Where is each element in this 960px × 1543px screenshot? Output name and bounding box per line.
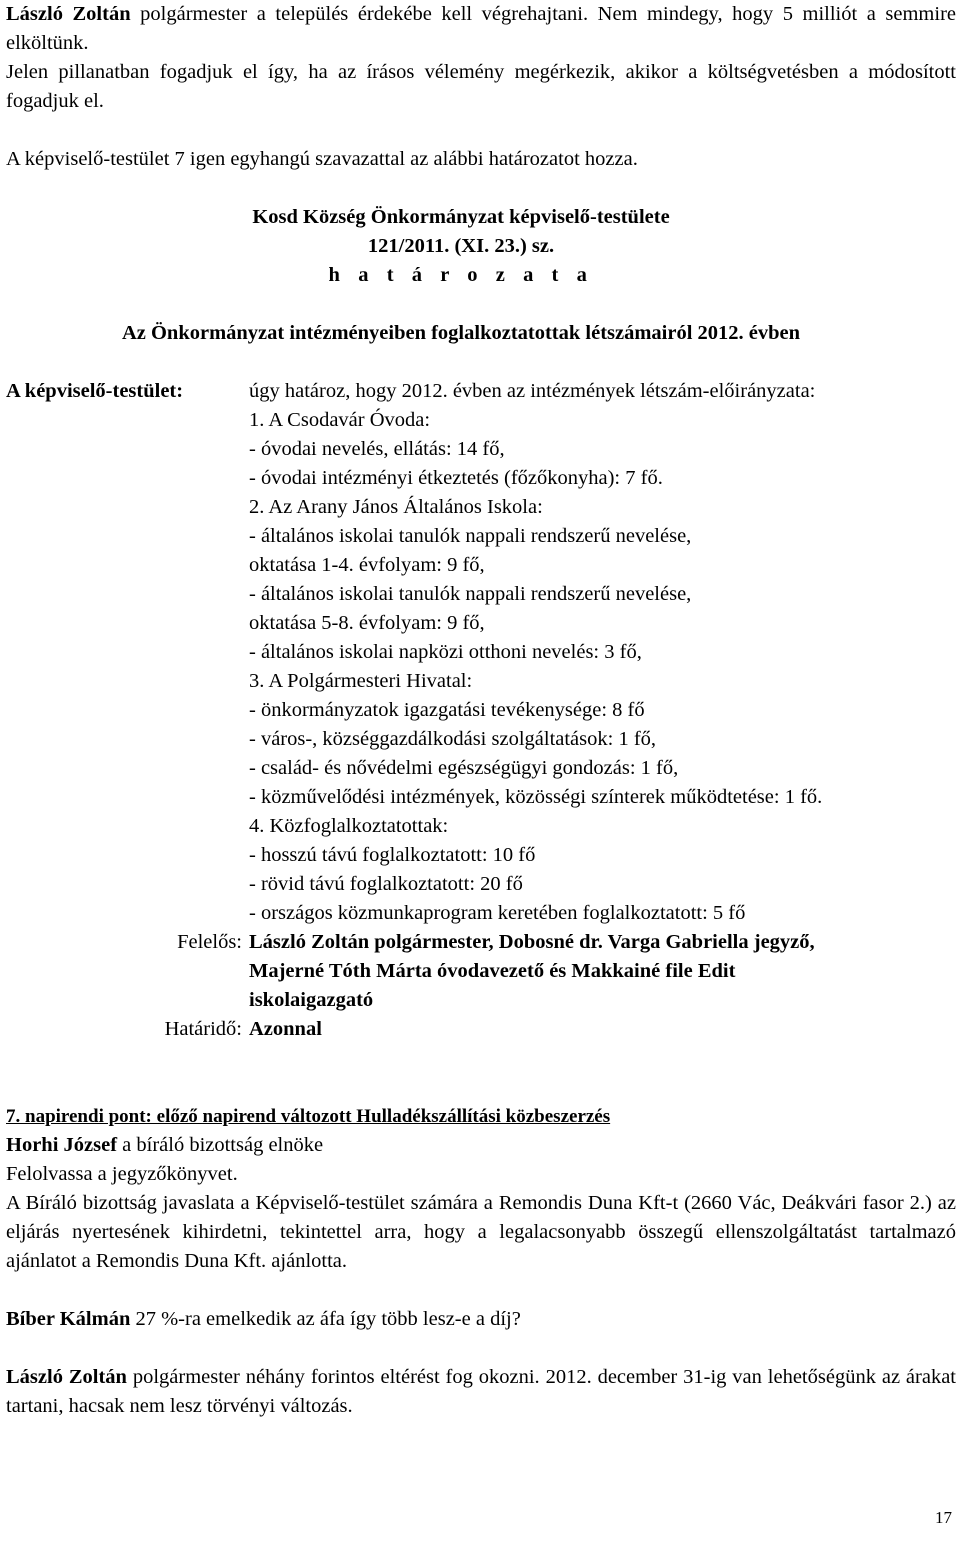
- speaker-name: László Zoltán: [6, 3, 131, 25]
- document-page: [6, 0, 956, 1421]
- deadline-value: Azonnal: [249, 1018, 322, 1040]
- decision-line: - város-, községgazdálkodási szolgáltatások: 1 fő,: [249, 728, 657, 750]
- speaker-line: [6, 1131, 956, 1160]
- agenda-section: [6, 1102, 956, 1276]
- decision-line: - hosszú távú foglalkoztatott: 10 fő: [249, 844, 536, 866]
- intro-paragraph-1: [6, 0, 956, 58]
- responsible-line: László Zoltán polgármester, Dobosné dr. Varga Gabriella jegyző,: [249, 931, 815, 953]
- decision-line: - általános iskolai tanulók nappali rendszerű nevelése,: [249, 525, 692, 547]
- read-line: Felolvassa a jegyzőkönyvet.: [6, 1163, 238, 1185]
- decision-line: úgy határoz, hogy 2012. évben az intézmények létszám-előirányzata:: [249, 380, 816, 402]
- decision-line: 2. Az Arany János Általános Iskola:: [249, 496, 543, 518]
- answer-text: polgármester néhány forintos eltérést fog okozni. 2012. december 31-ig van lehetőségünk az árakat tartani, hacsak nem lesz törvényi változás.: [6, 1366, 957, 1417]
- question-paragraph: [6, 1305, 956, 1334]
- decision-line: - rövid távú foglalkoztatott: 20 fő: [249, 873, 523, 895]
- responsible-value: [249, 928, 956, 1015]
- decision-label: A képviselő-testület:: [6, 380, 184, 402]
- decision-line: - országos közmunkaprogram keretében foglalkoztatott: 5 fő: [249, 902, 746, 924]
- resolution-header: [6, 203, 956, 348]
- agenda-title: [6, 1102, 956, 1131]
- deadline-label: Határidő:: [164, 1018, 242, 1040]
- decision-line: - általános iskolai napközi otthoni nevelés: 3 fő,: [249, 641, 642, 663]
- decision-block: [6, 377, 956, 1044]
- speaker-role: a bíráló bizottság elnöke: [117, 1134, 324, 1156]
- decision-line: - család- és nővédelmi egészségügyi gondozás: 1 fő,: [249, 757, 679, 779]
- decision-row: [6, 377, 956, 928]
- responsible-line: iskolaigazgató: [249, 989, 374, 1011]
- responsible-label: Felelős:: [177, 931, 242, 953]
- responsible-row: [6, 928, 956, 1015]
- decision-line: 3. A Polgármesteri Hivatal:: [249, 670, 473, 692]
- decision-line: - önkormányzatok igazgatási tevékenysége: 8 fő: [249, 699, 645, 721]
- resolution-subject: Az Önkormányzat intézményeiben foglalkoztatottak létszámairól 2012. évben: [121, 322, 801, 344]
- resolution-word: h a t á r o z a t a: [328, 264, 594, 286]
- decision-line: - óvodai nevelés, ellátás: 14 fő,: [249, 438, 505, 460]
- intro-paragraph-2: Jelen pillanatban fogadjuk el így, ha az írásos vélemény megérkezik, akikor a költségvetésben a módosított fogadjuk el.: [6, 61, 956, 112]
- decision-line: - általános iskolai tanulók nappali rendszerű nevelése,: [249, 583, 692, 605]
- proposal-paragraph: A Bíráló bizottság javaslata a Képviselő-testület számára a Remondis Duna Kft-t (2660 Vác, Deákvári fasor 2.) az eljárás nyertesének kihirdetni, tekintettel arra, hogy a legalacsonyabb összegű ellenszolgáltatást tartalmazó ajánlatot a Remondis Duna Kft. ajánlotta.: [6, 1192, 956, 1272]
- agenda-title-text: 7. napirendi pont: előző napirend változott Hulladékszállítási közbeszerzés: [6, 1106, 611, 1127]
- speaker-text: polgármester a település érdekébe kell végrehajtani. Nem mindegy, hogy 5 milliót a semmire elköltünk.: [6, 3, 956, 54]
- speaker-name: László Zoltán: [6, 1366, 127, 1388]
- resolution-body: Kosd Község Önkormányzat képviselő-testülete: [252, 206, 670, 228]
- question-text: 27 %-ra emelkedik az áfa így több lesz-e a díj?: [130, 1308, 521, 1330]
- decision-line: - közművelődési intézmények, közösségi színterek működtetése: 1 fő.: [249, 786, 823, 808]
- resolution-number: 121/2011. (XI. 23.) sz.: [367, 235, 555, 257]
- page-number: 17: [935, 1508, 952, 1527]
- vote-sentence: A képviselő-testület 7 igen egyhangú szavazattal az alábbi határozatot hozza.: [6, 148, 638, 170]
- speaker-name: Bíber Kálmán: [6, 1308, 131, 1330]
- decision-line: oktatása 1-4. évfolyam: 9 fő,: [249, 554, 485, 576]
- decision-line: oktatása 5-8. évfolyam: 9 fő,: [249, 612, 485, 634]
- decision-line: - óvodai intézményi étkeztetés (főzőkonyha): 7 fő.: [249, 467, 663, 489]
- responsible-line: Majerné Tóth Márta óvodavezető és Makkainé file Edit: [249, 960, 736, 982]
- decision-lines: [249, 377, 956, 928]
- answer-paragraph: [6, 1363, 956, 1421]
- decision-line: 1. A Csodavár Óvoda:: [249, 409, 431, 431]
- deadline-row: [6, 1015, 956, 1044]
- decision-line: 4. Közfoglalkoztatottak:: [249, 815, 449, 837]
- speaker-name: Horhi József: [6, 1134, 118, 1156]
